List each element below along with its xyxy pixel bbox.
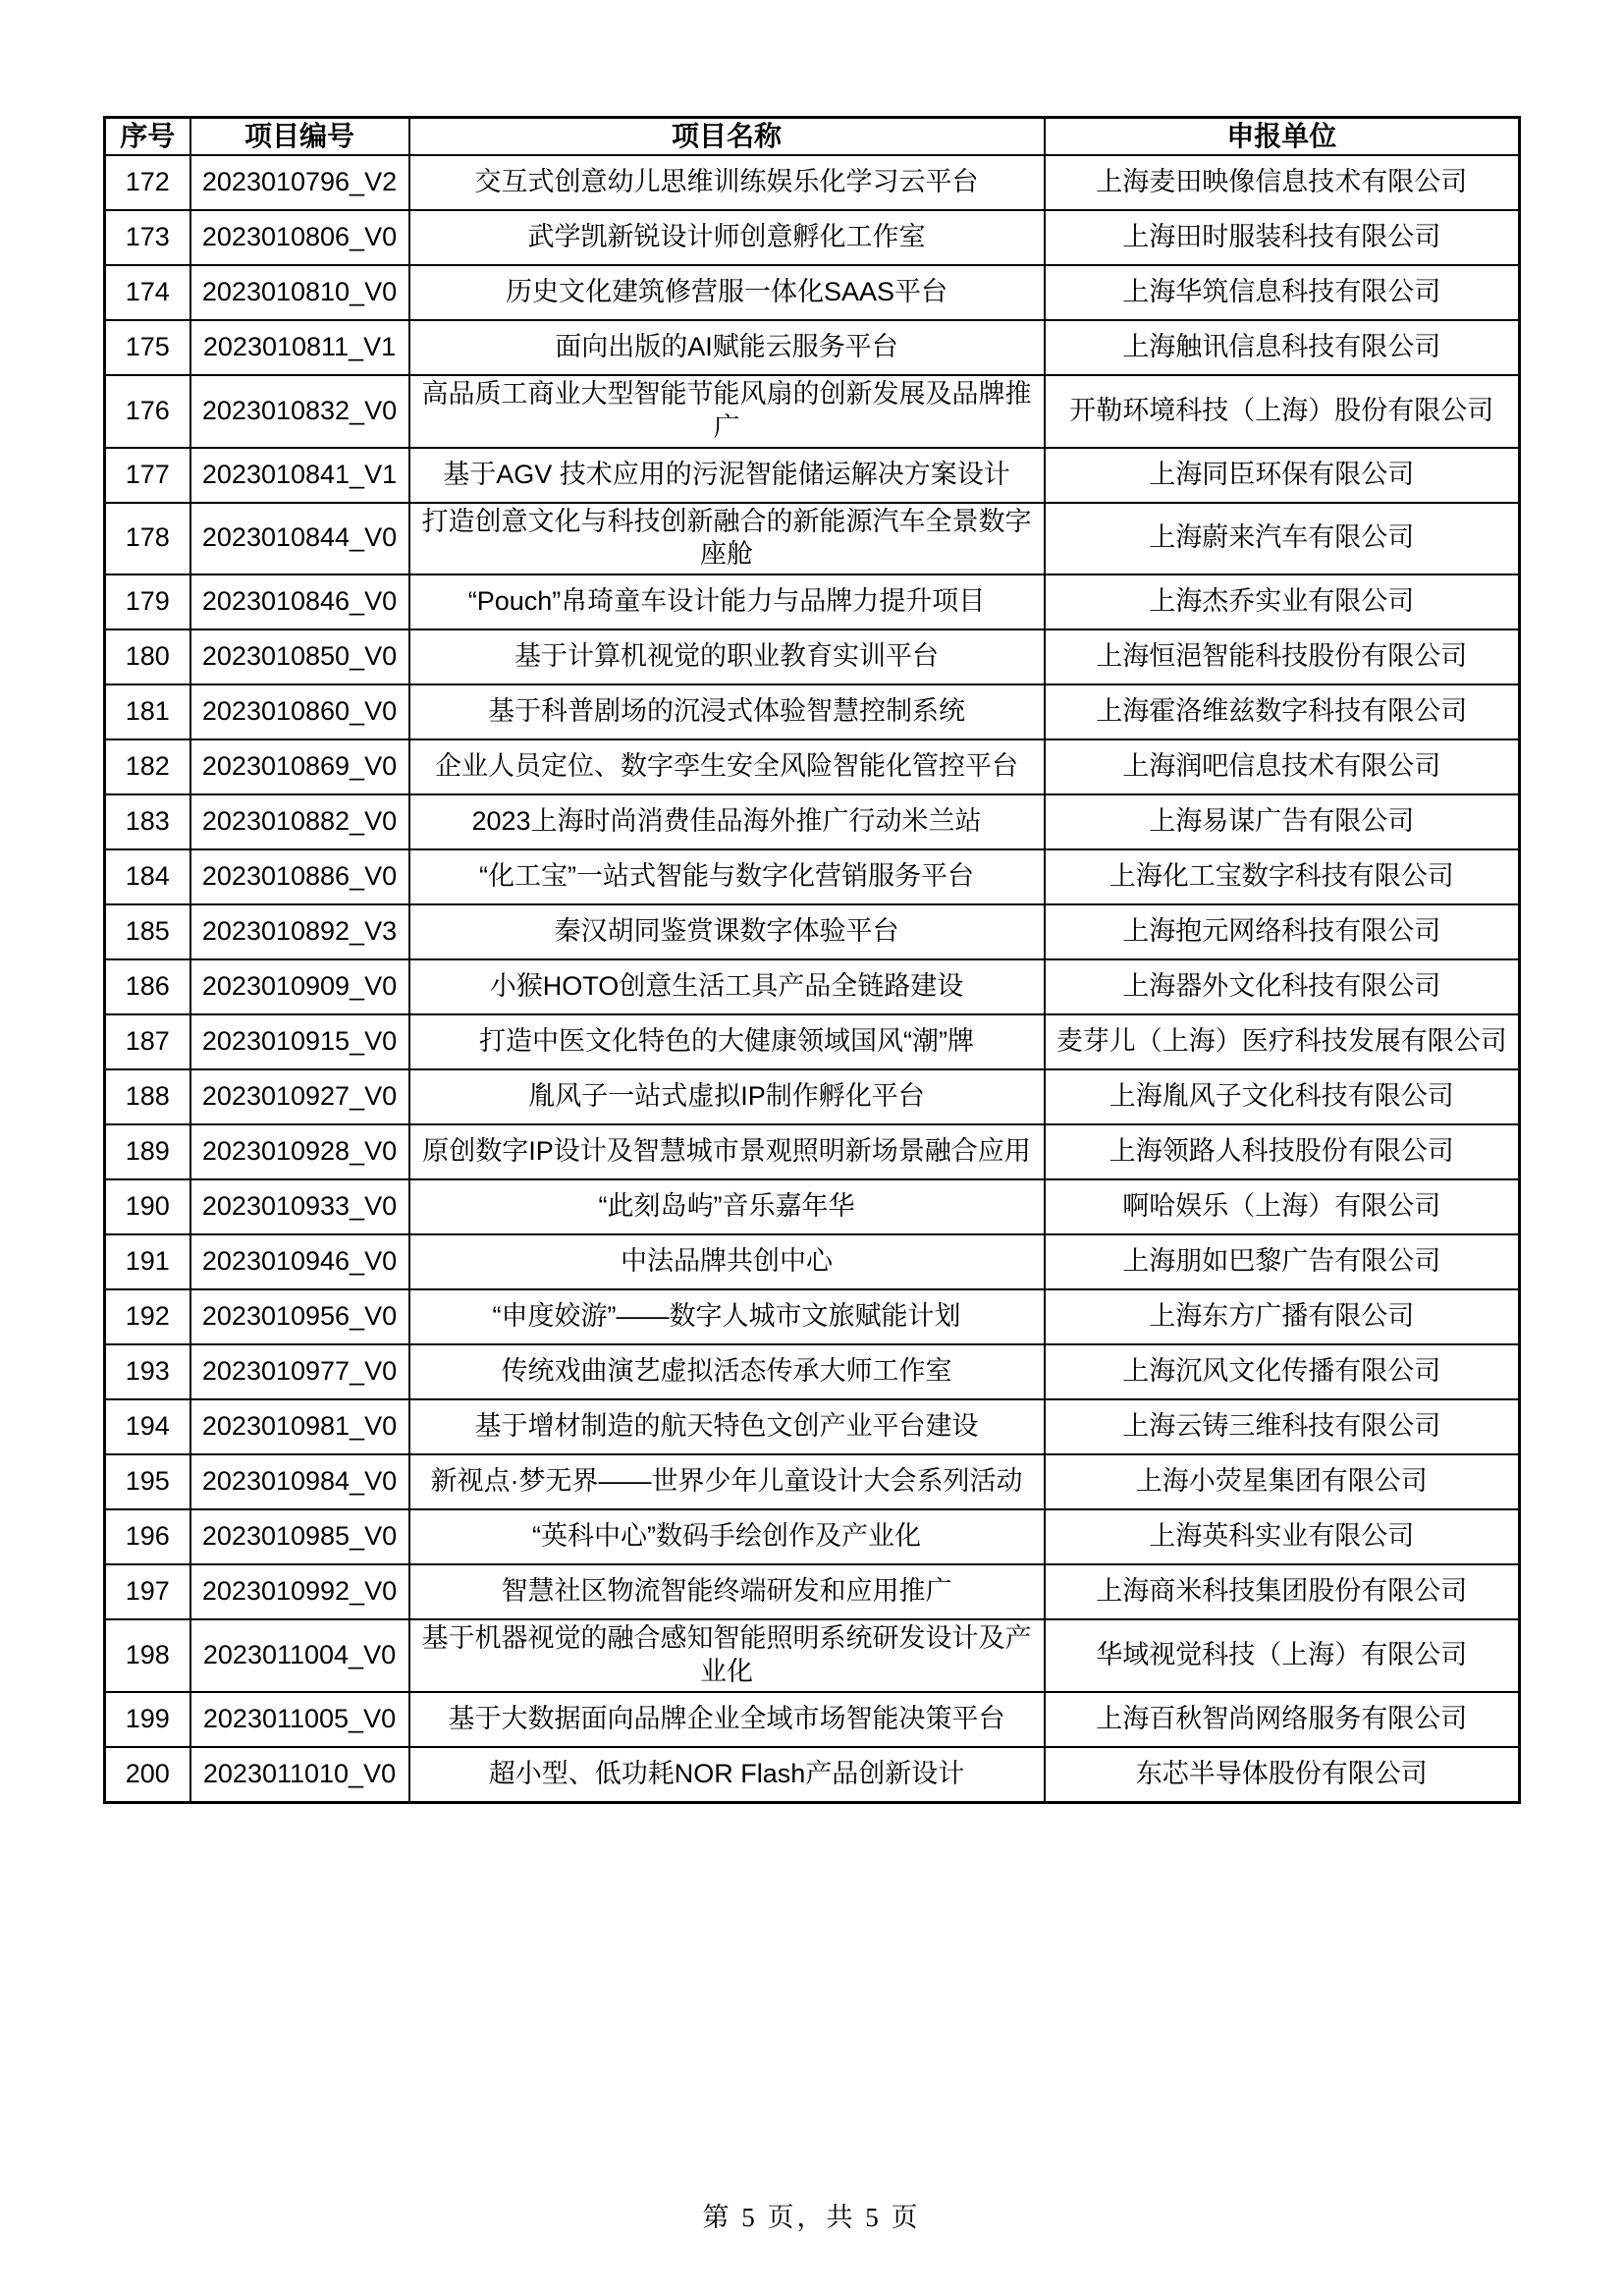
table-row bbox=[105, 1509, 1520, 1564]
row-name: “申度姣游”——数字人城市文旅赋能计划 bbox=[409, 1289, 1045, 1344]
row-name: 基于计算机视觉的职业教育实训平台 bbox=[409, 629, 1045, 684]
row-code: 2023010811_V1 bbox=[190, 320, 409, 375]
row-name: 企业人员定位、数字孪生安全风险智能化管控平台 bbox=[409, 739, 1045, 794]
table-row bbox=[105, 629, 1520, 684]
row-org: 上海领路人科技股份有限公司 bbox=[1045, 1124, 1520, 1179]
row-code: 2023010956_V0 bbox=[190, 1289, 409, 1344]
row-org: 上海朋如巴黎广告有限公司 bbox=[1045, 1234, 1520, 1289]
row-org: 东芯半导体股份有限公司 bbox=[1045, 1747, 1520, 1803]
row-name: 原创数字IP设计及智慧城市景观照明新场景融合应用 bbox=[409, 1124, 1045, 1179]
row-org: 上海恒浥智能科技股份有限公司 bbox=[1045, 629, 1520, 684]
row-name: 2023上海时尚消费佳品海外推广行动米兰站 bbox=[409, 794, 1045, 849]
row-org: 上海华筑信息科技有限公司 bbox=[1045, 265, 1520, 320]
row-no: 184 bbox=[105, 849, 190, 904]
table-row bbox=[105, 1344, 1520, 1399]
row-org: 上海云铸三维科技有限公司 bbox=[1045, 1399, 1520, 1454]
row-org: 麦芽儿（上海）医疗科技发展有限公司 bbox=[1045, 1014, 1520, 1069]
col-header-no: 序号 bbox=[105, 118, 190, 156]
row-name: 秦汉胡同鉴赏课数字体验平台 bbox=[409, 904, 1045, 959]
row-name: 基于增材制造的航天特色文创产业平台建设 bbox=[409, 1399, 1045, 1454]
row-no: 194 bbox=[105, 1399, 190, 1454]
table-row bbox=[105, 1747, 1520, 1803]
row-code: 2023011005_V0 bbox=[190, 1692, 409, 1747]
table-row bbox=[105, 1619, 1520, 1692]
table-row bbox=[105, 1069, 1520, 1124]
page-number-footer: 第 5 页，共 5 页 bbox=[702, 2203, 921, 2232]
row-code: 2023010810_V0 bbox=[190, 265, 409, 320]
row-no: 199 bbox=[105, 1692, 190, 1747]
table-row bbox=[105, 448, 1520, 503]
row-no: 174 bbox=[105, 265, 190, 320]
table-row bbox=[105, 849, 1520, 904]
row-code: 2023010977_V0 bbox=[190, 1344, 409, 1399]
row-org: 上海百秋智尚网络服务有限公司 bbox=[1045, 1692, 1520, 1747]
row-name: “此刻岛屿”音乐嘉年华 bbox=[409, 1179, 1045, 1234]
row-no: 173 bbox=[105, 210, 190, 265]
row-org: 上海易谋广告有限公司 bbox=[1045, 794, 1520, 849]
table-row bbox=[105, 1289, 1520, 1344]
row-no: 196 bbox=[105, 1509, 190, 1564]
col-header-code: 项目编号 bbox=[190, 118, 409, 156]
table-row bbox=[105, 794, 1520, 849]
table-row bbox=[105, 1014, 1520, 1069]
table-row bbox=[105, 1179, 1520, 1234]
row-code: 2023010892_V3 bbox=[190, 904, 409, 959]
row-name: 传统戏曲演艺虚拟活态传承大师工作室 bbox=[409, 1344, 1045, 1399]
row-no: 191 bbox=[105, 1234, 190, 1289]
row-org: 上海沉风文化传播有限公司 bbox=[1045, 1344, 1520, 1399]
col-header-org: 申报单位 bbox=[1045, 118, 1520, 156]
row-no: 182 bbox=[105, 739, 190, 794]
row-no: 200 bbox=[105, 1747, 190, 1803]
table-row bbox=[105, 1454, 1520, 1509]
row-name: 交互式创意幼儿思维训练娱乐化学习云平台 bbox=[409, 155, 1045, 210]
row-name: 小猴HOTO创意生活工具产品全链路建设 bbox=[409, 959, 1045, 1014]
row-code: 2023010806_V0 bbox=[190, 210, 409, 265]
row-org: 上海同臣环保有限公司 bbox=[1045, 448, 1520, 503]
table-row bbox=[105, 1124, 1520, 1179]
projects-table bbox=[103, 116, 1521, 1804]
row-no: 181 bbox=[105, 684, 190, 739]
row-org: 开勒环境科技（上海）股份有限公司 bbox=[1045, 375, 1520, 448]
row-org: 上海蔚来汽车有限公司 bbox=[1045, 503, 1520, 575]
row-code: 2023010933_V0 bbox=[190, 1179, 409, 1234]
row-org: 上海霍洛维兹数字科技有限公司 bbox=[1045, 684, 1520, 739]
row-name: 基于机器视觉的融合感知智能照明系统研发设计及产业化 bbox=[409, 1619, 1045, 1692]
table-row bbox=[105, 375, 1520, 448]
table-header-row bbox=[105, 118, 1520, 156]
row-org: 上海商米科技集团股份有限公司 bbox=[1045, 1564, 1520, 1619]
row-no: 195 bbox=[105, 1454, 190, 1509]
row-code: 2023011004_V0 bbox=[190, 1619, 409, 1692]
row-code: 2023010915_V0 bbox=[190, 1014, 409, 1069]
row-no: 197 bbox=[105, 1564, 190, 1619]
table-row bbox=[105, 265, 1520, 320]
row-name: 面向出版的AI赋能云服务平台 bbox=[409, 320, 1045, 375]
row-code: 2023010844_V0 bbox=[190, 503, 409, 575]
row-no: 177 bbox=[105, 448, 190, 503]
table-row bbox=[105, 1399, 1520, 1454]
row-no: 180 bbox=[105, 629, 190, 684]
row-name: 打造中医文化特色的大健康领域国风“潮”牌 bbox=[409, 1014, 1045, 1069]
row-org: 上海小荧星集团有限公司 bbox=[1045, 1454, 1520, 1509]
row-name: “化工宝”一站式智能与数字化营销服务平台 bbox=[409, 849, 1045, 904]
row-name: “英科中心”数码手绘创作及产业化 bbox=[409, 1509, 1045, 1564]
row-org: 上海触讯信息科技有限公司 bbox=[1045, 320, 1520, 375]
row-org: 华域视觉科技（上海）有限公司 bbox=[1045, 1619, 1520, 1692]
row-code: 2023010850_V0 bbox=[190, 629, 409, 684]
table-row bbox=[105, 574, 1520, 629]
row-org: 上海抱元网络科技有限公司 bbox=[1045, 904, 1520, 959]
row-name: 新视点·梦无界——世界少年儿童设计大会系列活动 bbox=[409, 1454, 1045, 1509]
row-code: 2023010927_V0 bbox=[190, 1069, 409, 1124]
row-name: 胤风子一站式虚拟IP制作孵化平台 bbox=[409, 1069, 1045, 1124]
row-name: “Pouch”帛琦童车设计能力与品牌力提升项目 bbox=[409, 574, 1045, 629]
row-name: 基于AGV 技术应用的污泥智能储运解决方案设计 bbox=[409, 448, 1045, 503]
row-no: 198 bbox=[105, 1619, 190, 1692]
row-no: 175 bbox=[105, 320, 190, 375]
row-name: 基于科普剧场的沉浸式体验智慧控制系统 bbox=[409, 684, 1045, 739]
row-name: 超小型、低功耗NOR Flash产品创新设计 bbox=[409, 1747, 1045, 1803]
table-body bbox=[105, 155, 1520, 1802]
row-org: 上海英科实业有限公司 bbox=[1045, 1509, 1520, 1564]
row-no: 186 bbox=[105, 959, 190, 1014]
table-row bbox=[105, 210, 1520, 265]
row-code: 2023010984_V0 bbox=[190, 1454, 409, 1509]
table-row bbox=[105, 320, 1520, 375]
row-name: 基于大数据面向品牌企业全域市场智能决策平台 bbox=[409, 1692, 1045, 1747]
row-name: 历史文化建筑修营服一体化SAAS平台 bbox=[409, 265, 1045, 320]
row-code: 2023010886_V0 bbox=[190, 849, 409, 904]
row-no: 189 bbox=[105, 1124, 190, 1179]
row-code: 2023010841_V1 bbox=[190, 448, 409, 503]
row-no: 172 bbox=[105, 155, 190, 210]
table-row bbox=[105, 1564, 1520, 1619]
row-no: 188 bbox=[105, 1069, 190, 1124]
row-code: 2023010909_V0 bbox=[190, 959, 409, 1014]
row-org: 上海田时服装科技有限公司 bbox=[1045, 210, 1520, 265]
table-row bbox=[105, 739, 1520, 794]
table-row bbox=[105, 1692, 1520, 1747]
row-org: 上海麦田映像信息技术有限公司 bbox=[1045, 155, 1520, 210]
row-name: 打造创意文化与科技创新融合的新能源汽车全景数字座舱 bbox=[409, 503, 1045, 575]
row-name: 智慧社区物流智能终端研发和应用推广 bbox=[409, 1564, 1045, 1619]
row-code: 2023010985_V0 bbox=[190, 1509, 409, 1564]
row-no: 178 bbox=[105, 503, 190, 575]
row-no: 187 bbox=[105, 1014, 190, 1069]
row-no: 183 bbox=[105, 794, 190, 849]
row-code: 2023010882_V0 bbox=[190, 794, 409, 849]
row-org: 上海器外文化科技有限公司 bbox=[1045, 959, 1520, 1014]
row-no: 179 bbox=[105, 574, 190, 629]
row-org: 上海润吧信息技术有限公司 bbox=[1045, 739, 1520, 794]
row-no: 192 bbox=[105, 1289, 190, 1344]
row-code: 2023011010_V0 bbox=[190, 1747, 409, 1803]
row-org: 上海化工宝数字科技有限公司 bbox=[1045, 849, 1520, 904]
table-row bbox=[105, 155, 1520, 210]
row-code: 2023010928_V0 bbox=[190, 1124, 409, 1179]
row-name: 中法品牌共创中心 bbox=[409, 1234, 1045, 1289]
row-no: 193 bbox=[105, 1344, 190, 1399]
row-org: 上海杰乔实业有限公司 bbox=[1045, 574, 1520, 629]
row-name: 高品质工商业大型智能节能风扇的创新发展及品牌推广 bbox=[409, 375, 1045, 448]
row-code: 2023010860_V0 bbox=[190, 684, 409, 739]
col-header-name: 项目名称 bbox=[409, 118, 1045, 156]
row-code: 2023010832_V0 bbox=[190, 375, 409, 448]
row-org: 上海东方广播有限公司 bbox=[1045, 1289, 1520, 1344]
row-org: 啊哈娱乐（上海）有限公司 bbox=[1045, 1179, 1520, 1234]
row-code: 2023010869_V0 bbox=[190, 739, 409, 794]
row-org: 上海胤风子文化科技有限公司 bbox=[1045, 1069, 1520, 1124]
table-row bbox=[105, 503, 1520, 575]
row-code: 2023010846_V0 bbox=[190, 574, 409, 629]
table-row bbox=[105, 959, 1520, 1014]
row-no: 185 bbox=[105, 904, 190, 959]
row-name: 武学凯新锐设计师创意孵化工作室 bbox=[409, 210, 1045, 265]
table-row bbox=[105, 1234, 1520, 1289]
row-code: 2023010946_V0 bbox=[190, 1234, 409, 1289]
table-row bbox=[105, 684, 1520, 739]
row-no: 176 bbox=[105, 375, 190, 448]
table-row bbox=[105, 904, 1520, 959]
row-code: 2023010992_V0 bbox=[190, 1564, 409, 1619]
row-code: 2023010796_V2 bbox=[190, 155, 409, 210]
row-code: 2023010981_V0 bbox=[190, 1399, 409, 1454]
row-no: 190 bbox=[105, 1179, 190, 1234]
